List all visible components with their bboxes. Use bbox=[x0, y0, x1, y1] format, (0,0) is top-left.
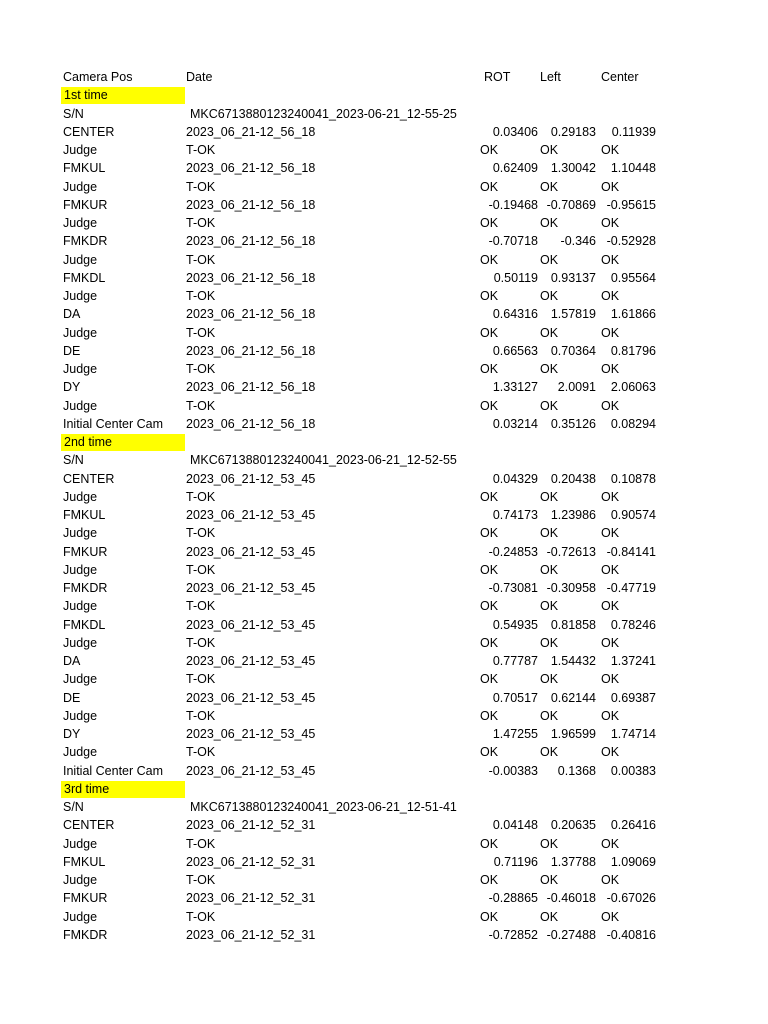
judge-row bbox=[0, 561, 768, 579]
rot-value[interactable]: 0.77787 bbox=[492, 654, 538, 668]
measurement-row bbox=[0, 506, 768, 524]
camera-pos-cell[interactable]: CENTER bbox=[63, 471, 115, 486]
header-date[interactable]: Date bbox=[186, 70, 213, 84]
left-value[interactable]: -0.346 bbox=[560, 234, 596, 249]
judge-label[interactable]: Judge bbox=[63, 526, 98, 541]
left-value[interactable]: -0.27488 bbox=[546, 927, 596, 942]
camera-pos-cell[interactable]: FMKUL bbox=[63, 508, 106, 522]
date-cell[interactable]: 2023_06_21-12_56_18 bbox=[186, 161, 316, 176]
center-value[interactable]: 0.69387 bbox=[610, 690, 656, 705]
center-judge[interactable]: OK bbox=[601, 708, 620, 723]
rot-judge[interactable]: OK bbox=[480, 325, 499, 340]
judge-value[interactable]: T-OK bbox=[186, 362, 216, 376]
judge-label[interactable]: Judge bbox=[63, 489, 98, 504]
judge-value[interactable]: T-OK bbox=[186, 635, 216, 650]
judge-row bbox=[0, 141, 768, 159]
measurement-row bbox=[0, 816, 768, 834]
center-judge[interactable]: OK bbox=[601, 909, 620, 924]
left-judge[interactable]: OK bbox=[540, 489, 559, 504]
rot-judge[interactable]: OK bbox=[480, 873, 499, 887]
measurement-row bbox=[0, 470, 768, 488]
left-value[interactable]: 1.54432 bbox=[550, 654, 596, 668]
left-value[interactable]: 2.0091 bbox=[557, 380, 596, 395]
left-judge[interactable]: OK bbox=[540, 526, 559, 541]
judge-value[interactable]: T-OK bbox=[186, 599, 216, 614]
center-value[interactable]: 0.90574 bbox=[610, 508, 656, 522]
camera-pos-cell[interactable]: FMKDR bbox=[63, 927, 108, 942]
left-value[interactable]: 0.93137 bbox=[550, 270, 596, 285]
left-value[interactable]: 0.81858 bbox=[550, 617, 596, 632]
date-cell[interactable]: 2023_06_21-12_56_18 bbox=[186, 307, 316, 322]
judge-row bbox=[0, 597, 768, 615]
measurement-row bbox=[0, 305, 768, 323]
judge-value[interactable]: T-OK bbox=[186, 672, 216, 687]
rot-value[interactable]: -0.19468 bbox=[488, 197, 538, 212]
center-value[interactable]: 0.81796 bbox=[610, 343, 656, 358]
measurement-row bbox=[0, 853, 768, 871]
rot-judge[interactable]: OK bbox=[480, 909, 499, 924]
judge-row bbox=[0, 178, 768, 196]
header-row bbox=[0, 68, 768, 86]
left-value[interactable]: -0.30958 bbox=[546, 581, 596, 595]
left-judge[interactable]: OK bbox=[540, 562, 559, 577]
center-judge[interactable]: OK bbox=[601, 179, 620, 194]
camera-pos-cell[interactable]: DE bbox=[63, 690, 81, 705]
serial-number-row bbox=[0, 105, 768, 123]
left-judge[interactable]: OK bbox=[540, 325, 559, 340]
measurement-row bbox=[0, 889, 768, 907]
header-rot[interactable]: ROT bbox=[484, 70, 511, 84]
left-judge[interactable]: OK bbox=[540, 873, 559, 887]
center-value[interactable]: 0.11939 bbox=[611, 124, 656, 139]
date-cell[interactable]: 2023_06_21-12_56_18 bbox=[186, 124, 316, 139]
serial-number-row bbox=[0, 798, 768, 816]
rot-judge[interactable]: OK bbox=[480, 672, 499, 687]
center-judge[interactable]: OK bbox=[601, 562, 620, 577]
measurement-row bbox=[0, 725, 768, 743]
judge-value[interactable]: T-OK bbox=[186, 873, 216, 887]
judge-value[interactable]: T-OK bbox=[186, 252, 216, 267]
rot-judge[interactable]: OK bbox=[480, 252, 499, 267]
camera-pos-cell[interactable]: Initial Center Cam bbox=[63, 416, 164, 431]
date-cell[interactable]: 2023_06_21-12_52_31 bbox=[186, 818, 316, 833]
rot-judge[interactable]: OK bbox=[480, 362, 499, 376]
left-judge[interactable]: OK bbox=[540, 143, 559, 157]
section-label[interactable]: 3rd time bbox=[64, 781, 110, 796]
rot-value[interactable]: 0.66563 bbox=[492, 343, 538, 358]
judge-label[interactable]: Judge bbox=[63, 398, 98, 413]
measurement-row bbox=[0, 123, 768, 141]
center-judge[interactable]: OK bbox=[601, 398, 620, 413]
camera-pos-cell[interactable]: FMKDL bbox=[63, 617, 106, 632]
section-label-row bbox=[0, 433, 768, 451]
center-value[interactable]: 1.74714 bbox=[610, 727, 656, 741]
camera-pos-cell[interactable]: DE bbox=[63, 343, 81, 358]
center-value[interactable]: -0.95615 bbox=[606, 197, 656, 212]
rot-value[interactable]: 0.04329 bbox=[492, 471, 538, 486]
rot-value[interactable]: -0.73081 bbox=[488, 581, 538, 595]
date-cell[interactable]: 2023_06_21-12_53_45 bbox=[186, 544, 316, 559]
rot-value[interactable]: 1.47255 bbox=[492, 727, 538, 741]
camera-pos-cell[interactable]: DA bbox=[63, 654, 81, 668]
section-label[interactable]: 1st time bbox=[64, 88, 108, 103]
judge-row bbox=[0, 743, 768, 761]
rot-value[interactable]: -0.28865 bbox=[488, 891, 538, 906]
center-value[interactable]: 1.37241 bbox=[610, 654, 656, 668]
rot-value[interactable]: 0.50119 bbox=[493, 270, 538, 285]
left-value[interactable]: 0.20438 bbox=[550, 471, 596, 486]
camera-pos-cell[interactable]: DY bbox=[63, 727, 81, 741]
judge-row bbox=[0, 251, 768, 269]
measurement-row bbox=[0, 926, 768, 944]
measurement-row bbox=[0, 159, 768, 177]
serial-number-row bbox=[0, 451, 768, 469]
center-value[interactable]: 0.95564 bbox=[610, 270, 656, 285]
judge-value[interactable]: T-OK bbox=[186, 562, 216, 577]
date-cell[interactable]: 2023_06_21-12_56_18 bbox=[186, 380, 316, 395]
rot-value[interactable]: 0.03214 bbox=[492, 416, 538, 431]
center-value[interactable]: 1.61866 bbox=[610, 307, 656, 322]
rot-judge[interactable]: OK bbox=[480, 836, 499, 851]
judge-row bbox=[0, 397, 768, 415]
rot-value[interactable]: 0.74173 bbox=[492, 508, 538, 522]
rot-value[interactable]: 0.03406 bbox=[492, 124, 538, 139]
camera-pos-cell[interactable]: DA bbox=[63, 307, 81, 322]
left-value[interactable]: 0.1368 bbox=[557, 763, 596, 778]
judge-label[interactable]: Judge bbox=[63, 599, 98, 614]
rot-judge[interactable]: OK bbox=[480, 289, 499, 303]
date-cell[interactable]: 2023_06_21-12_53_45 bbox=[186, 617, 316, 632]
sn-label[interactable]: S/N bbox=[63, 800, 84, 814]
left-judge[interactable]: OK bbox=[540, 362, 559, 376]
measurement-row bbox=[0, 543, 768, 561]
center-judge[interactable]: OK bbox=[601, 745, 620, 760]
rot-judge[interactable]: OK bbox=[480, 143, 499, 157]
left-judge[interactable]: OK bbox=[540, 909, 559, 924]
camera-pos-cell[interactable]: FMKUR bbox=[63, 197, 108, 212]
header-camera-pos[interactable]: Camera Pos bbox=[63, 70, 133, 84]
judge-label[interactable]: Judge bbox=[63, 745, 98, 760]
center-value[interactable]: 0.26416 bbox=[610, 818, 656, 833]
center-value[interactable]: 0.00383 bbox=[610, 763, 656, 778]
center-value[interactable]: -0.47719 bbox=[606, 581, 656, 595]
center-value[interactable]: 0.78246 bbox=[610, 617, 656, 632]
date-cell[interactable]: 2023_06_21-12_53_45 bbox=[186, 508, 316, 522]
judge-value[interactable]: T-OK bbox=[186, 745, 216, 760]
center-judge[interactable]: OK bbox=[601, 635, 620, 650]
rot-value[interactable]: -0.72852 bbox=[488, 927, 538, 942]
judge-value[interactable]: T-OK bbox=[186, 325, 216, 340]
judge-label[interactable]: Judge bbox=[63, 635, 98, 650]
rot-judge[interactable]: OK bbox=[480, 562, 499, 577]
left-value[interactable]: 0.20635 bbox=[550, 818, 596, 833]
section-label[interactable]: 2nd time bbox=[64, 435, 112, 449]
judge-label[interactable]: Judge bbox=[63, 672, 98, 687]
judge-label[interactable]: Judge bbox=[63, 362, 98, 376]
center-judge[interactable]: OK bbox=[601, 526, 620, 541]
left-judge[interactable]: OK bbox=[540, 252, 559, 267]
date-cell[interactable]: 2023_06_21-12_53_45 bbox=[186, 471, 316, 486]
camera-pos-cell[interactable]: CENTER bbox=[63, 124, 115, 139]
rot-judge[interactable]: OK bbox=[480, 179, 499, 194]
rot-value[interactable]: 0.64316 bbox=[492, 307, 538, 322]
measurement-row bbox=[0, 689, 768, 707]
judge-label[interactable]: Judge bbox=[63, 252, 98, 267]
left-judge[interactable]: OK bbox=[540, 398, 559, 413]
rot-value[interactable]: 0.54935 bbox=[492, 617, 538, 632]
left-judge[interactable]: OK bbox=[540, 708, 559, 723]
sn-label[interactable]: S/N bbox=[63, 106, 84, 121]
section-label-row bbox=[0, 780, 768, 798]
judge-row bbox=[0, 835, 768, 853]
left-judge[interactable]: OK bbox=[540, 672, 559, 687]
rot-value[interactable]: 0.04148 bbox=[492, 818, 538, 833]
judge-row bbox=[0, 908, 768, 926]
left-value[interactable]: 1.23986 bbox=[550, 508, 596, 522]
left-judge[interactable]: OK bbox=[540, 599, 559, 614]
camera-pos-cell[interactable]: FMKDR bbox=[63, 581, 108, 595]
judge-label[interactable]: Judge bbox=[63, 708, 98, 723]
sn-value[interactable]: MKC6713880123240041_2023-06-21_12-52-55 bbox=[190, 453, 457, 468]
camera-pos-cell[interactable]: FMKUL bbox=[63, 854, 106, 869]
left-judge[interactable]: OK bbox=[540, 836, 559, 851]
measurement-row bbox=[0, 762, 768, 780]
sn-label[interactable]: S/N bbox=[63, 453, 84, 468]
left-judge[interactable]: OK bbox=[540, 216, 559, 230]
date-cell[interactable]: 2023_06_21-12_52_31 bbox=[186, 927, 316, 942]
camera-pos-cell[interactable]: FMKUL bbox=[63, 161, 106, 176]
judge-label[interactable]: Judge bbox=[63, 909, 98, 924]
center-value[interactable]: 1.10448 bbox=[610, 161, 656, 176]
date-cell[interactable]: 2023_06_21-12_53_45 bbox=[186, 690, 316, 705]
judge-row bbox=[0, 214, 768, 232]
rot-judge[interactable]: OK bbox=[480, 489, 499, 504]
rot-judge[interactable]: OK bbox=[480, 745, 499, 760]
left-value[interactable]: 0.35126 bbox=[550, 416, 596, 431]
center-judge[interactable]: OK bbox=[601, 289, 620, 303]
camera-pos-cell[interactable]: FMKDR bbox=[63, 234, 108, 249]
judge-row bbox=[0, 488, 768, 506]
measurement-row bbox=[0, 616, 768, 634]
center-judge[interactable]: OK bbox=[601, 489, 620, 504]
judge-label[interactable]: Judge bbox=[63, 289, 98, 303]
left-value[interactable]: 0.70364 bbox=[550, 343, 596, 358]
left-value[interactable]: 0.29183 bbox=[550, 124, 596, 139]
judge-label[interactable]: Judge bbox=[63, 143, 98, 157]
judge-label[interactable]: Judge bbox=[63, 216, 98, 230]
sn-value[interactable]: MKC6713880123240041_2023-06-21_12-55-25 bbox=[190, 106, 457, 121]
measurement-row bbox=[0, 652, 768, 670]
judge-label[interactable]: Judge bbox=[63, 836, 98, 851]
date-cell[interactable]: 2023_06_21-12_56_18 bbox=[186, 343, 316, 358]
date-cell[interactable]: 2023_06_21-12_52_31 bbox=[186, 891, 316, 906]
left-value[interactable]: -0.70869 bbox=[546, 197, 596, 212]
rot-value[interactable]: 1.33127 bbox=[492, 380, 538, 395]
measurement-row bbox=[0, 378, 768, 396]
header-center[interactable]: Center bbox=[601, 70, 639, 84]
center-judge[interactable]: OK bbox=[601, 672, 620, 687]
center-judge[interactable]: OK bbox=[601, 836, 620, 851]
left-value[interactable]: 1.37788 bbox=[550, 854, 596, 869]
camera-pos-cell[interactable]: DY bbox=[63, 380, 81, 395]
judge-row bbox=[0, 670, 768, 688]
center-value[interactable]: -0.40816 bbox=[606, 927, 656, 942]
camera-pos-cell[interactable]: Initial Center Cam bbox=[63, 763, 164, 778]
judge-value[interactable]: T-OK bbox=[186, 836, 216, 851]
rot-judge[interactable]: OK bbox=[480, 398, 499, 413]
center-judge[interactable]: OK bbox=[601, 143, 620, 157]
date-cell[interactable]: 2023_06_21-12_52_31 bbox=[186, 854, 316, 869]
date-cell[interactable]: 2023_06_21-12_56_18 bbox=[186, 197, 316, 212]
date-cell[interactable]: 2023_06_21-12_56_18 bbox=[186, 234, 316, 249]
center-value[interactable]: 0.08294 bbox=[610, 416, 656, 431]
table-body bbox=[0, 86, 768, 944]
rot-value[interactable]: 0.62409 bbox=[492, 161, 538, 176]
judge-row bbox=[0, 707, 768, 725]
left-judge[interactable]: OK bbox=[540, 179, 559, 194]
judge-value[interactable]: T-OK bbox=[186, 489, 216, 504]
center-value[interactable]: -0.52928 bbox=[606, 234, 656, 249]
center-value[interactable]: -0.84141 bbox=[606, 544, 656, 559]
left-judge[interactable]: OK bbox=[540, 289, 559, 303]
camera-pos-cell[interactable]: FMKUR bbox=[63, 891, 108, 906]
center-value[interactable]: 2.06063 bbox=[610, 380, 656, 395]
rot-judge[interactable]: OK bbox=[480, 526, 499, 541]
judge-label[interactable]: Judge bbox=[63, 325, 98, 340]
center-judge[interactable]: OK bbox=[601, 325, 620, 340]
judge-value[interactable]: T-OK bbox=[186, 216, 216, 230]
center-judge[interactable]: OK bbox=[601, 216, 620, 230]
judge-value[interactable]: T-OK bbox=[186, 398, 216, 413]
measurement-row bbox=[0, 232, 768, 250]
spreadsheet bbox=[0, 68, 768, 944]
rot-value[interactable]: 0.70517 bbox=[492, 690, 538, 705]
judge-value[interactable]: T-OK bbox=[186, 909, 216, 924]
camera-pos-cell[interactable]: FMKDL bbox=[63, 270, 106, 285]
judge-value[interactable]: T-OK bbox=[186, 179, 216, 194]
judge-value[interactable]: T-OK bbox=[186, 289, 216, 303]
measurement-row bbox=[0, 415, 768, 433]
left-value[interactable]: -0.46018 bbox=[546, 891, 596, 906]
camera-pos-cell[interactable]: FMKUR bbox=[63, 544, 108, 559]
judge-row bbox=[0, 524, 768, 542]
judge-label[interactable]: Judge bbox=[63, 179, 98, 194]
center-judge[interactable]: OK bbox=[601, 873, 620, 887]
date-cell[interactable]: 2023_06_21-12_56_18 bbox=[186, 416, 316, 431]
date-cell[interactable]: 2023_06_21-12_56_18 bbox=[186, 270, 316, 285]
rot-judge[interactable]: OK bbox=[480, 216, 499, 230]
judge-row bbox=[0, 634, 768, 652]
center-judge[interactable]: OK bbox=[601, 252, 620, 267]
judge-row bbox=[0, 287, 768, 305]
left-value[interactable]: 1.30042 bbox=[550, 161, 596, 176]
measurement-row bbox=[0, 196, 768, 214]
measurement-row bbox=[0, 269, 768, 287]
date-cell[interactable]: 2023_06_21-12_53_45 bbox=[186, 581, 316, 595]
judge-label[interactable]: Judge bbox=[63, 562, 98, 577]
center-value[interactable]: 1.09069 bbox=[610, 854, 656, 869]
camera-pos-cell[interactable]: CENTER bbox=[63, 818, 115, 833]
sn-value[interactable]: MKC6713880123240041_2023-06-21_12-51-41 bbox=[190, 800, 457, 814]
left-value[interactable]: 0.62144 bbox=[550, 690, 596, 705]
left-value[interactable]: 1.96599 bbox=[550, 727, 596, 741]
judge-row bbox=[0, 324, 768, 342]
rot-value[interactable]: -0.00383 bbox=[488, 763, 538, 778]
header-left[interactable]: Left bbox=[540, 70, 561, 84]
left-judge[interactable]: OK bbox=[540, 635, 559, 650]
center-judge[interactable]: OK bbox=[601, 362, 620, 376]
judge-value[interactable]: T-OK bbox=[186, 708, 216, 723]
rot-value[interactable]: 0.71196 bbox=[493, 854, 538, 869]
rot-value[interactable]: -0.24853 bbox=[488, 544, 538, 559]
rot-value[interactable]: -0.70718 bbox=[488, 234, 538, 249]
measurement-row bbox=[0, 579, 768, 597]
section-label-row bbox=[0, 86, 768, 104]
date-cell[interactable]: 2023_06_21-12_53_45 bbox=[186, 654, 316, 668]
judge-label[interactable]: Judge bbox=[63, 873, 98, 887]
date-cell[interactable]: 2023_06_21-12_53_45 bbox=[186, 727, 316, 741]
judge-row bbox=[0, 360, 768, 378]
center-judge[interactable]: OK bbox=[601, 599, 620, 614]
rot-judge[interactable]: OK bbox=[480, 708, 499, 723]
left-judge[interactable]: OK bbox=[540, 745, 559, 760]
left-value[interactable]: -0.72613 bbox=[546, 544, 596, 559]
rot-judge[interactable]: OK bbox=[480, 635, 499, 650]
judge-value[interactable]: T-OK bbox=[186, 143, 216, 157]
rot-judge[interactable]: OK bbox=[480, 599, 499, 614]
date-cell[interactable]: 2023_06_21-12_53_45 bbox=[186, 763, 316, 778]
judge-value[interactable]: T-OK bbox=[186, 526, 216, 541]
judge-row bbox=[0, 871, 768, 889]
left-value[interactable]: 1.57819 bbox=[550, 307, 596, 322]
measurement-row bbox=[0, 342, 768, 360]
center-value[interactable]: 0.10878 bbox=[610, 471, 656, 486]
center-value[interactable]: -0.67026 bbox=[606, 891, 656, 906]
